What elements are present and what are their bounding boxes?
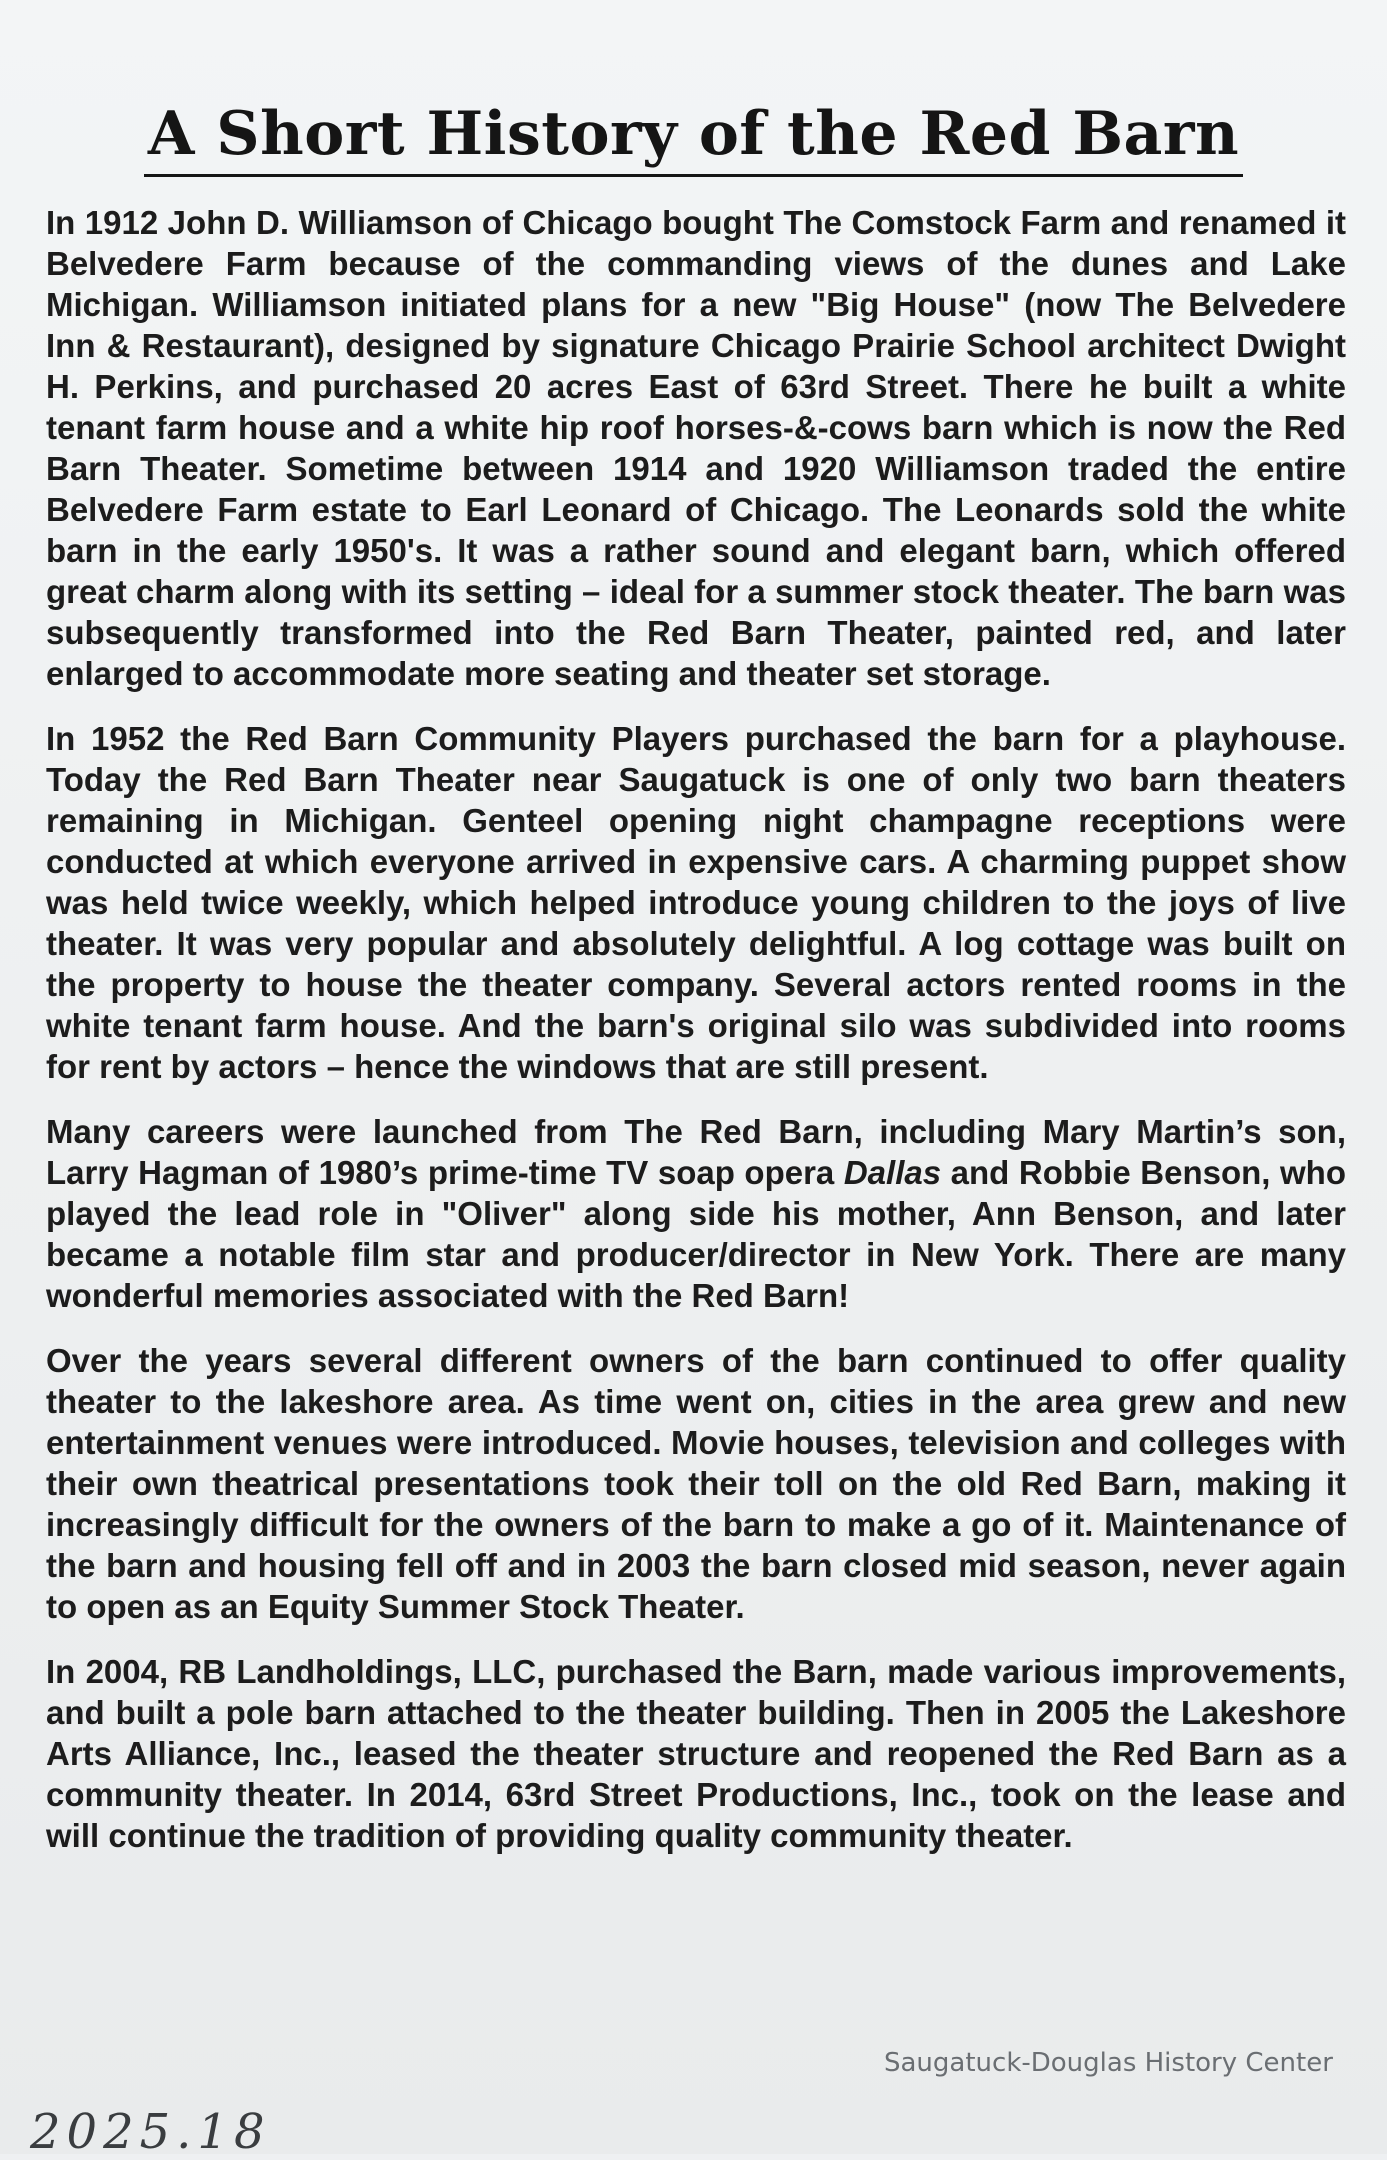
document-title: A Short History of the Red Barn [144,96,1243,177]
paragraph-3-italic-title: Dallas [843,1154,942,1191]
paragraph-4: Over the years several different owners of the barn continued to offer quality theater to the lakeshore area. As time went on, cities in the area grew and new entertainment venues were introduced. Movie houses, television and colleges with their own theatrical presentations took their toll on the old Red Barn, making it increasingly difficult for the owners of the barn to make a go of it. Maintenance of the barn and housing fell off and in 2003 the barn closed mid season, never again to open as an Equity Summer Stock Theater. [46,1342,1346,1625]
paragraph-5: In 2004, RB Landholdings, LLC, purchased the Barn, made various improvements, and built a pole barn attached to the theater building. Then in 2005 the Lakeshore Arts Alliance, Inc., leased the theater structure and reopened the Red Barn as a community theater. In 2014, 63rd Street Productions, Inc., took on the lease and will continue the tradition of providing quality community theater. [46,1653,1346,1854]
paragraph-1: In 1912 John D. Williamson of Chicago bought The Comstock Farm and renamed it Belvedere Farm because of the commanding views of the dunes and Lake Michigan. Williamson initiated plans for a new "Big House" (now The Belvedere Inn & Restaurant), designed by signature Chicago Prairie School architect Dwight H. Perkins, and purchased 20 acres East of 63rd Street. There he built a white tenant farm house and a white hip roof horses-&-cows barn which is now the Red Barn Theater. Sometime between 1914 and 1920 Williamson traded the entire Belvedere Farm estate to Earl Leonard of Chicago. The Leonards sold the white barn in the early 1950's. It was a rather sound and elegant barn, which offered great charm along with its setting – ideal for a summer stock theater. The barn was subsequently transformed into the Red Barn Theater, painted red, and later enlarged to accommodate more seating and theater set storage. [46,204,1346,692]
document-body [46,202,1346,1880]
paragraph-3 [46,1111,1346,1316]
title-wrapper [0,96,1387,177]
paragraph-3-text-after: and Robbie Benson, who played the lead role in "Oliver" along side his mother, Ann Benson, and later became a notable film star and producer/director in New York. There are many wonderful memories associated with the Red Barn! [46,1154,1346,1314]
paragraph-3-text-before: Many careers were launched from The Red Barn, including Mary Martin’s son, Larry Hagman of 1980’s prime-time TV soap opera [46,1113,1346,1191]
source-credit: Saugatuck-Douglas History Center [884,2048,1333,2078]
accession-number: 2025.18 [30,2104,271,2160]
paragraph-2: In 1952 the Red Barn Community Players purchased the barn for a playhouse. Today the Red Barn Theater near Saugatuck is one of only two barn theaters remaining in Michigan. Genteel opening night champagne receptions were conducted at which everyone arrived in expensive cars. A charming puppet show was held twice weekly, which helped introduce young children to the joys of live theater. It was very popular and absolutely delightful. A log cottage was built on the property to house the theater company. Several actors rented rooms in the white tenant farm house. And the barn's original silo was subdivided into rooms for rent by actors – hence the windows that are still present. [46,720,1346,1085]
